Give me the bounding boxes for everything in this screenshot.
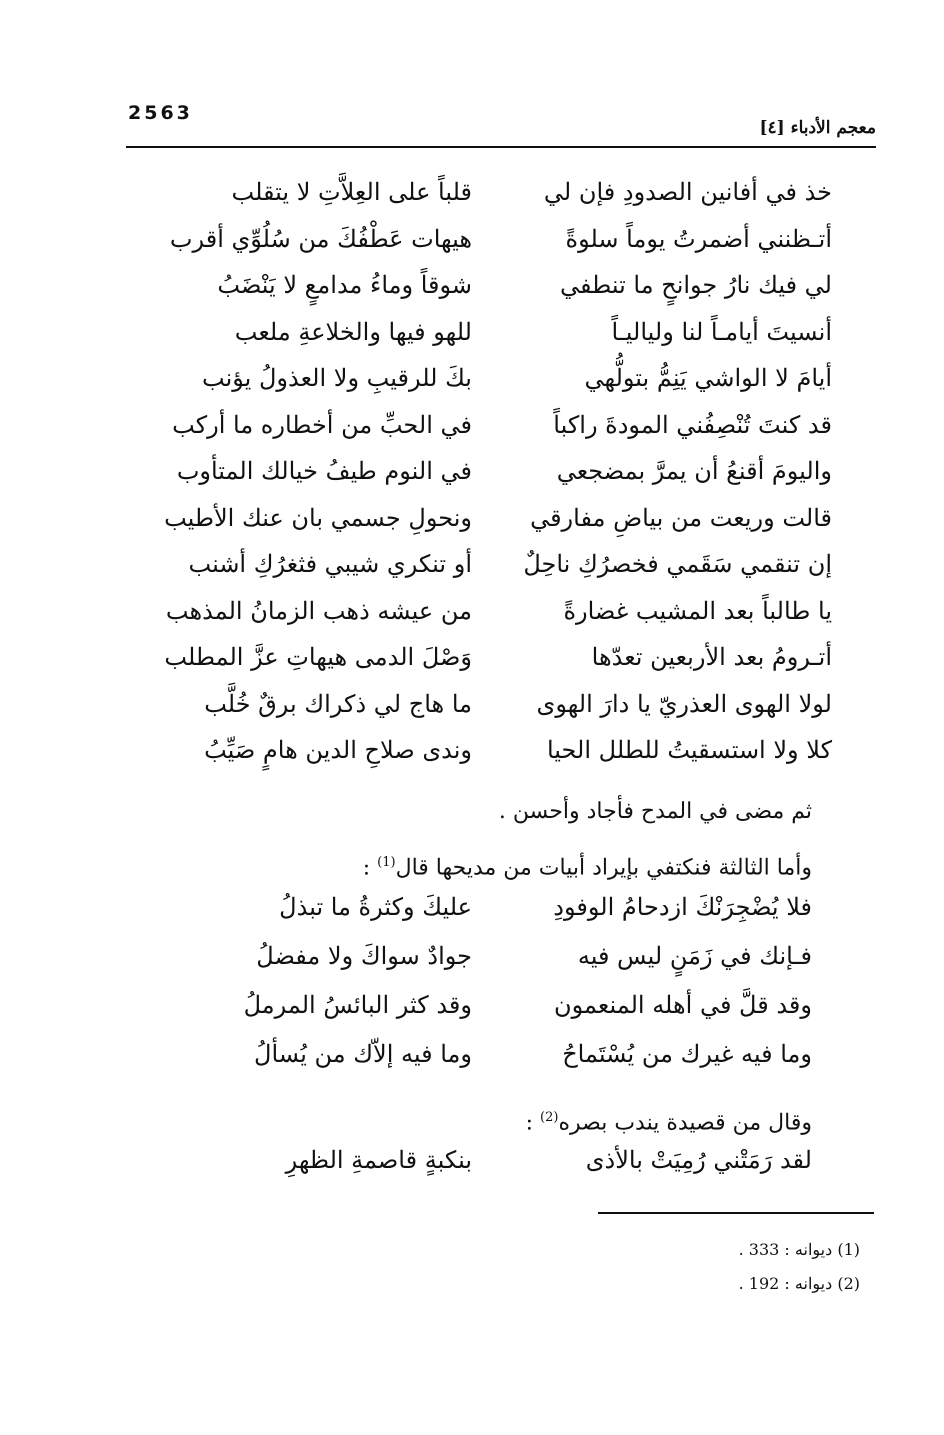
verse-second-hemistich: من عيشه ذهب الزمانُ المذهب (165, 596, 472, 625)
verse (112, 263, 832, 307)
verse-second-hemistich: شوقاً وماءُ مدامعٍ لا يَنْضَبُ (217, 271, 472, 299)
prose-line: ثم مضى في المدح فأجاد وأحسن . (498, 799, 812, 824)
verse (112, 934, 812, 978)
verse-second-hemistich: قلباً على العِلاَّتِ لا يتقلب (231, 178, 472, 206)
prose-text: : (525, 1110, 541, 1136)
verse-second-hemistich: عليكَ وكثرةُ ما تبذلُ (279, 893, 472, 921)
verse-first-hemistich: أنسيتَ أيامـاً لنا ولياليـاً (611, 317, 832, 346)
verse (112, 589, 832, 633)
verse-first-hemistich: واليومَ أقنعُ أن يمرَّ بمضجعي (556, 457, 832, 485)
verse (112, 217, 832, 261)
verse (112, 310, 832, 354)
prose-text: وأما الثالثة فنكتفي بإيراد أبيات من مديحها قال (395, 855, 812, 881)
verse-second-hemistich: وقد كثر البائسُ المرملُ (243, 991, 472, 1019)
verse (112, 170, 832, 214)
verse-second-hemistich: ما هاج لي ذكراك برقٌ خُلَّب (204, 689, 472, 718)
verse (112, 983, 812, 1027)
header-rule (126, 146, 876, 148)
verse-first-hemistich: وقد قلَّ في أهله المنعمون (553, 991, 812, 1019)
prose-line (363, 845, 812, 886)
verse-first-hemistich: يا طالباً بعد المشيب غضارةً (563, 596, 832, 625)
prose-text: وقال من قصيدة يندب بصره (558, 1110, 812, 1136)
verse-first-hemistich: أتـرومُ بعد الأربعين تعدّها (591, 643, 832, 671)
verse-first-hemistich: لقد رَمَتْني رُمِيَتْ بالأذى (585, 1146, 812, 1174)
verse-second-hemistich: وندى صلاحِ الدين هامٍ صَيِّبُ (204, 736, 472, 764)
footnote-ref: (1) (377, 855, 396, 870)
verse-first-hemistich: قالت وريعت من بياضِ مفارقي (530, 503, 832, 532)
verse-second-hemistich: بنكبةٍ قاصمةِ الظهرِ (285, 1146, 472, 1174)
verse (112, 682, 832, 726)
verse-second-hemistich: جوادٌ سواكَ ولا مفضلُ (256, 942, 472, 970)
verse-second-hemistich: وما فيه إلاّك من يُسألُ (254, 1040, 472, 1068)
verse-second-hemistich: ونحولِ جسمي بان عنك الأطيب (164, 503, 472, 532)
verse-first-hemistich: فلا يُضْجِرَنْكَ ازدحامُ الوفودِ (553, 893, 812, 921)
verse-second-hemistich: أو تنكري شيبي فثغرُكِ أشنب (188, 550, 472, 578)
page-number: 2563 (128, 102, 193, 124)
verse-first-hemistich: لولا الهوى العذريّ يا دارَ الهوى (536, 689, 832, 718)
verse-second-hemistich: في الحبِّ من أخطاره ما أركب (172, 410, 472, 439)
verse (112, 728, 832, 772)
verse-first-hemistich: خذ في أفانين الصدودِ فإن لي (543, 178, 832, 206)
verse-first-hemistich: لي فيك نارُ جوانحٍ ما تنطفي (560, 271, 832, 299)
verse (112, 1032, 812, 1076)
footnote-rule (598, 1212, 874, 1214)
footnote: (1) ديوانه : 333 . (738, 1240, 860, 1259)
verse-first-hemistich: إن تنقمي سَقَمي فخصرُكِ ناحِلٌ (523, 550, 832, 578)
verse (112, 635, 832, 679)
verse (112, 1138, 812, 1182)
running-title: معجم الأدباء [٤] (759, 118, 876, 138)
verse-first-hemistich: فـإنك في زَمَنٍ ليس فيه (577, 942, 812, 970)
verse (112, 449, 832, 493)
verse-first-hemistich: أيامَ لا الواشي يَنِمُّ بتولُّهي (584, 364, 832, 392)
prose-line (526, 1100, 812, 1141)
verse-first-hemistich: أتـظنني أضمرتُ يوماً سلوةً (565, 224, 832, 253)
footnote-ref: (2) (540, 1110, 559, 1125)
verse (112, 885, 812, 929)
verse-second-hemistich: وَصْلَ الدمى هيهاتِ عزَّ المطلب (164, 643, 472, 671)
verse-second-hemistich: بكَ للرقيبِ ولا العذولُ يؤنب (202, 364, 472, 392)
verse (112, 403, 832, 447)
verse-first-hemistich: كلا ولا استسقيتُ للطلل الحيا (546, 736, 832, 764)
verse (112, 356, 832, 400)
prose-text: : (362, 855, 378, 881)
verse-second-hemistich: هيهات عَطْفُكَ من سُلُوِّي أقرب (169, 224, 472, 253)
verse-first-hemistich: وما فيه غيرك من يُسْتَماحُ (562, 1040, 812, 1068)
verse (112, 542, 832, 586)
verse-second-hemistich: في النوم طيفُ خيالك المتأوب (176, 457, 472, 485)
verse (112, 496, 832, 540)
verse-second-hemistich: للهو فيها والخلاعةِ ملعب (234, 317, 472, 346)
verse-first-hemistich: قد كنتَ تُنْصِفُني المودةَ راكباً (553, 410, 832, 439)
footnote: (2) ديوانه : 192 . (738, 1274, 860, 1293)
